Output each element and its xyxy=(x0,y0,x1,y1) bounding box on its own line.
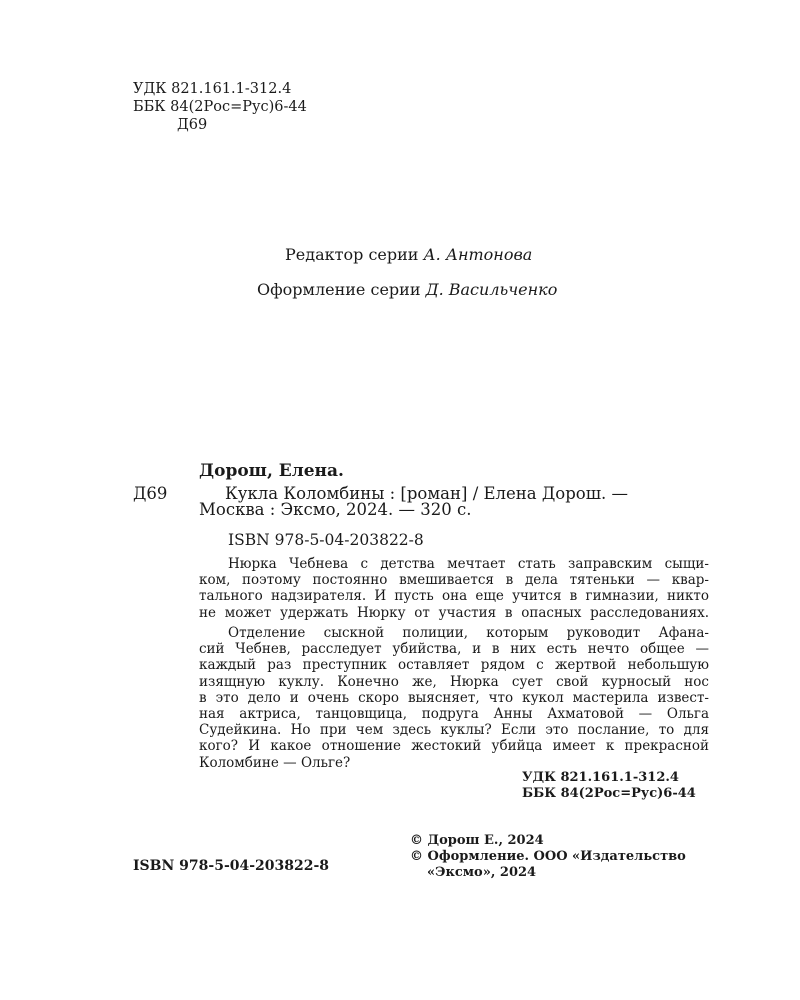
bbk-code-bold: ББК 84(2Рос=Рус)6-44 xyxy=(522,786,696,801)
annotation-line: тального надзирателя. И пусть она еще учится в гимназии, никто xyxy=(199,588,709,605)
annotation-line: не может удержать Нюрку от участия в опасных расследованиях. xyxy=(199,604,709,621)
udk-code: УДК 821.161.1-312.4 xyxy=(133,81,292,97)
annotation-line: кого? И какое отношение жестокий убийца имеет к прекрасной xyxy=(199,738,709,755)
series-editor-label: Редактор серии xyxy=(285,245,419,264)
series-editor-line xyxy=(285,245,532,264)
annotation-line: ная актриса, танцовщица, подруга Анны Ахматовой — Ольга xyxy=(199,706,709,723)
bib-author: Дорош, Елена. xyxy=(199,461,344,481)
udk-code-bold: УДК 821.161.1-312.4 xyxy=(522,770,679,785)
codes-right-block xyxy=(522,770,696,802)
bib-publication-line: Москва : Эксмо, 2024. — 320 с. xyxy=(199,500,472,519)
series-design-line xyxy=(257,280,557,299)
classification-block xyxy=(133,80,307,134)
author-mark: Д69 xyxy=(177,117,208,133)
bib-author-mark: Д69 xyxy=(133,484,168,503)
annotation-paragraph-1 xyxy=(199,556,709,621)
series-editor-name: А. Антонова xyxy=(423,245,533,264)
annotation-line: Коломбине — Ольге? xyxy=(199,754,351,771)
copyright-publisher: «Эксмо», 2024 xyxy=(427,865,537,880)
series-design-name: Д. Васильченко xyxy=(425,280,558,299)
isbn-bottom: ISBN 978-5-04-203822-8 xyxy=(133,858,330,874)
annotation-line: Судейкина. Но при чем здесь куклы? Если это послание, то для xyxy=(199,722,709,739)
copyright-author: © Дорош Е., 2024 xyxy=(410,833,544,848)
copyright-block xyxy=(410,833,686,881)
annotation-line: Нюрка Чебнева с детства мечтает стать заправским сыщи- xyxy=(228,556,709,572)
annotation-line: каждый раз преступник оставляет рядом с жертвой небольшую xyxy=(199,657,709,674)
bib-isbn: ISBN 978-5-04-203822-8 xyxy=(228,531,424,549)
annotation-line: ком, поэтому постоянно вмешивается в дела тятеньки — квар- xyxy=(199,572,709,589)
annotation-line: изящную куклу. Конечно же, Нюрка сует свой курносый нос xyxy=(199,673,709,690)
copyright-design: © Оформление. ООО «Издательство xyxy=(410,849,686,864)
annotation-paragraph-2 xyxy=(199,625,709,771)
bbk-code: ББК 84(2Рос=Рус)6-44 xyxy=(133,99,307,115)
annotation-line: сий Чебнев, расследует убийства, и в них есть нечто общее — xyxy=(199,641,709,658)
bib-title-line: Кукла Коломбины : [роман] / Елена Дорош. — xyxy=(225,484,629,503)
annotation-line: Отделение сыскной полиции, которым руководит Афана- xyxy=(228,625,709,641)
annotation-line: в это дело и очень скоро выясняет, что кукол мастерила извест- xyxy=(199,689,709,706)
series-design-label: Оформление серии xyxy=(257,280,421,299)
